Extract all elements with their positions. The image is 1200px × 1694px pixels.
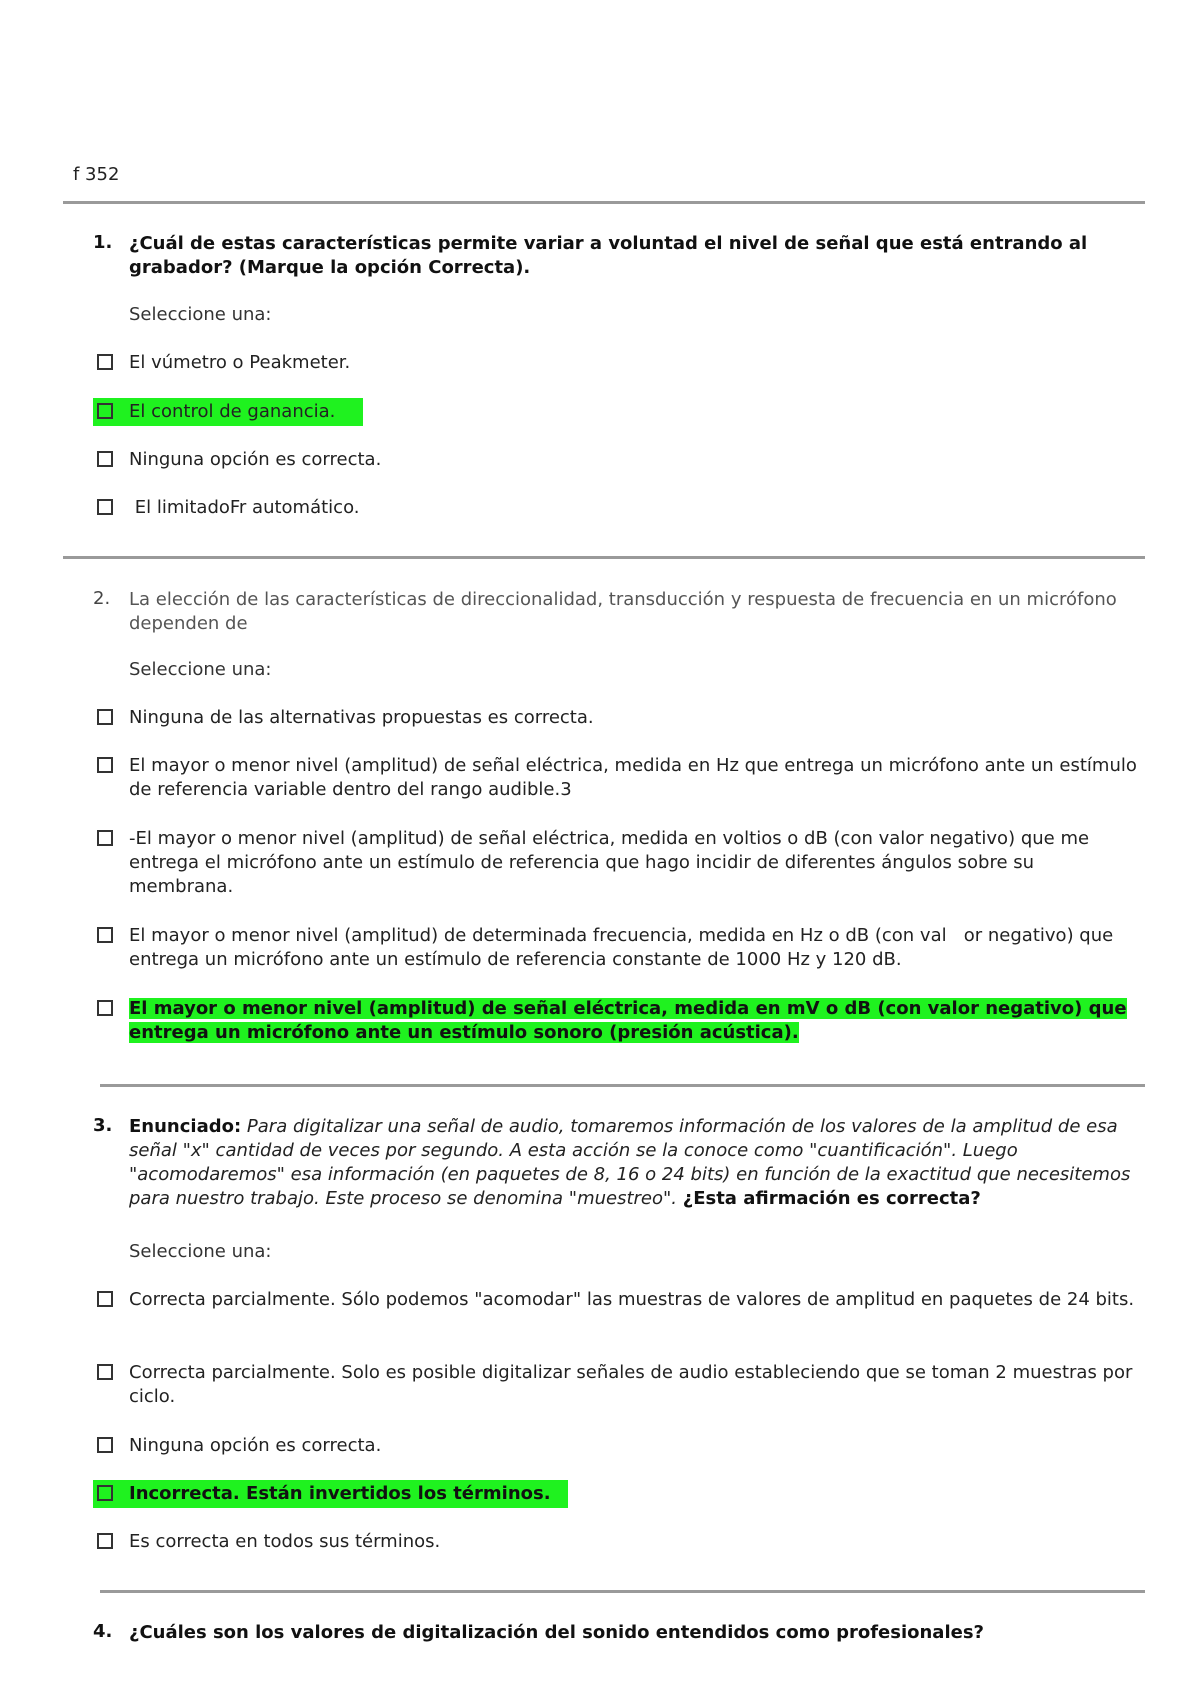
- answer-option[interactable]: [93, 496, 1143, 520]
- checkbox[interactable]: [97, 927, 113, 943]
- checkbox[interactable]: [97, 354, 113, 370]
- question-number: 3.: [93, 1115, 113, 1136]
- answer-option[interactable]: [93, 827, 1143, 899]
- option-text: Ninguna opción es correcta.: [129, 449, 382, 470]
- question-number: 2.: [93, 588, 111, 609]
- option-text: Es correcta en todos sus términos.: [129, 1531, 441, 1552]
- answer-option[interactable]: [93, 924, 1143, 972]
- checkbox[interactable]: [97, 451, 113, 467]
- question-text: [129, 1115, 1143, 1211]
- answer-option[interactable]: [93, 754, 1143, 802]
- option-text: -El mayor o menor nivel (amplitud) de señal eléctrica, medida en voltios o dB (con valor negativo) que me entrega el micrófono ante un estímulo de referencia que hago incidir de diferentes ángulos sobre su membrana.: [129, 828, 1090, 897]
- question-number: 1.: [93, 232, 113, 253]
- checkbox[interactable]: [97, 1000, 113, 1016]
- checkbox[interactable]: [97, 403, 113, 419]
- divider: [100, 1590, 1145, 1593]
- question-4: [93, 1621, 1143, 1645]
- divider: [100, 1084, 1145, 1087]
- option-text: Correcta parcialmente. Solo es posible digitalizar señales de audio estableciendo que se toman 2 muestras por ciclo.: [129, 1362, 1133, 1407]
- answer-option-correct[interactable]: [93, 1482, 1143, 1506]
- answer-option-correct[interactable]: [93, 997, 1143, 1045]
- question-text: ¿Cuál de estas características permite variar a voluntad el nivel de señal que está entrando al grabador? (Marque la opción Correcta).: [129, 233, 1088, 278]
- question-2: [93, 588, 1143, 636]
- enunciado-body: Para digitalizar una señal de audio, tomaremos información de los valores de la amplitud de esa señal "x" cantidad de veces por segundo. A esta acción se la conoce como "cuantificación". Luego "acomodaremos" esa información (en paquetes de 8, 16 o 24 bits) en función de la exactitud que necesitemos para nuestro trabajo. Este proceso se denomina "muestreo".: [129, 1116, 1131, 1209]
- checkbox[interactable]: [97, 1437, 113, 1453]
- answer-option[interactable]: [93, 1530, 1143, 1554]
- question-text: ¿Cuáles son los valores de digitalización del sonido entendidos como profesionales?: [129, 1622, 984, 1643]
- page-header-code: f 352: [73, 164, 120, 185]
- option-text: El mayor o menor nivel (amplitud) de señal eléctrica, medida en Hz que entrega un micrófono ante un estímulo de referencia variable dentro del rango audible.3: [129, 755, 1137, 800]
- checkbox[interactable]: [97, 709, 113, 725]
- select-label: Seleccione una:: [129, 1241, 272, 1262]
- option-text: Ninguna opción es correcta.: [129, 1435, 382, 1456]
- answer-option[interactable]: [93, 1288, 1143, 1312]
- answer-option[interactable]: [93, 448, 1143, 472]
- option-text: El mayor o menor nivel (amplitud) de señal eléctrica, medida en mV o dB (con valor negativo) que entrega un micrófono ante un estímulo sonoro (presión acústica).: [129, 998, 1127, 1043]
- option-text: El mayor o menor nivel (amplitud) de determinada frecuencia, medida en Hz o dB (con val or negativo) que entrega un micrófono ante un estímulo de referencia constante de 1000 Hz y 120 dB.: [129, 925, 1119, 970]
- question-1: [93, 232, 1143, 280]
- checkbox[interactable]: [97, 757, 113, 773]
- select-label: Seleccione una:: [129, 304, 272, 325]
- checkbox[interactable]: [97, 1485, 113, 1501]
- checkbox[interactable]: [97, 830, 113, 846]
- divider: [63, 556, 1145, 559]
- answer-option[interactable]: [93, 706, 1143, 730]
- option-text: Incorrecta. Están invertidos los términos.: [129, 1483, 551, 1504]
- option-text: Correcta parcialmente. Sólo podemos "acomodar" las muestras de valores de amplitud en paquetes de 24 bits.: [129, 1289, 1135, 1310]
- checkbox[interactable]: [97, 499, 113, 515]
- answer-option[interactable]: [93, 1434, 1143, 1458]
- checkbox[interactable]: [97, 1291, 113, 1307]
- answer-option-correct[interactable]: [93, 400, 1143, 424]
- select-label: Seleccione una:: [129, 659, 272, 680]
- option-text: El control de ganancia.: [129, 401, 336, 422]
- option-text: Ninguna de las alternativas propuestas es correcta.: [129, 707, 594, 728]
- question-number: 4.: [93, 1621, 113, 1642]
- question-3: [93, 1115, 1143, 1211]
- checkbox[interactable]: [97, 1364, 113, 1380]
- divider: [63, 201, 1145, 204]
- enunciado-question: ¿Esta afirmación es correcta?: [682, 1188, 981, 1209]
- enunciado-label: Enunciado:: [129, 1116, 242, 1137]
- checkbox[interactable]: [97, 1533, 113, 1549]
- question-text: La elección de las características de direccionalidad, transducción y respuesta de frecuencia en un micrófono dependen de: [129, 589, 1117, 634]
- answer-option[interactable]: [93, 351, 1143, 375]
- answer-option[interactable]: [93, 1361, 1143, 1409]
- option-text: El limitadoFr automático.: [129, 497, 360, 518]
- option-text: El vúmetro o Peakmeter.: [129, 352, 351, 373]
